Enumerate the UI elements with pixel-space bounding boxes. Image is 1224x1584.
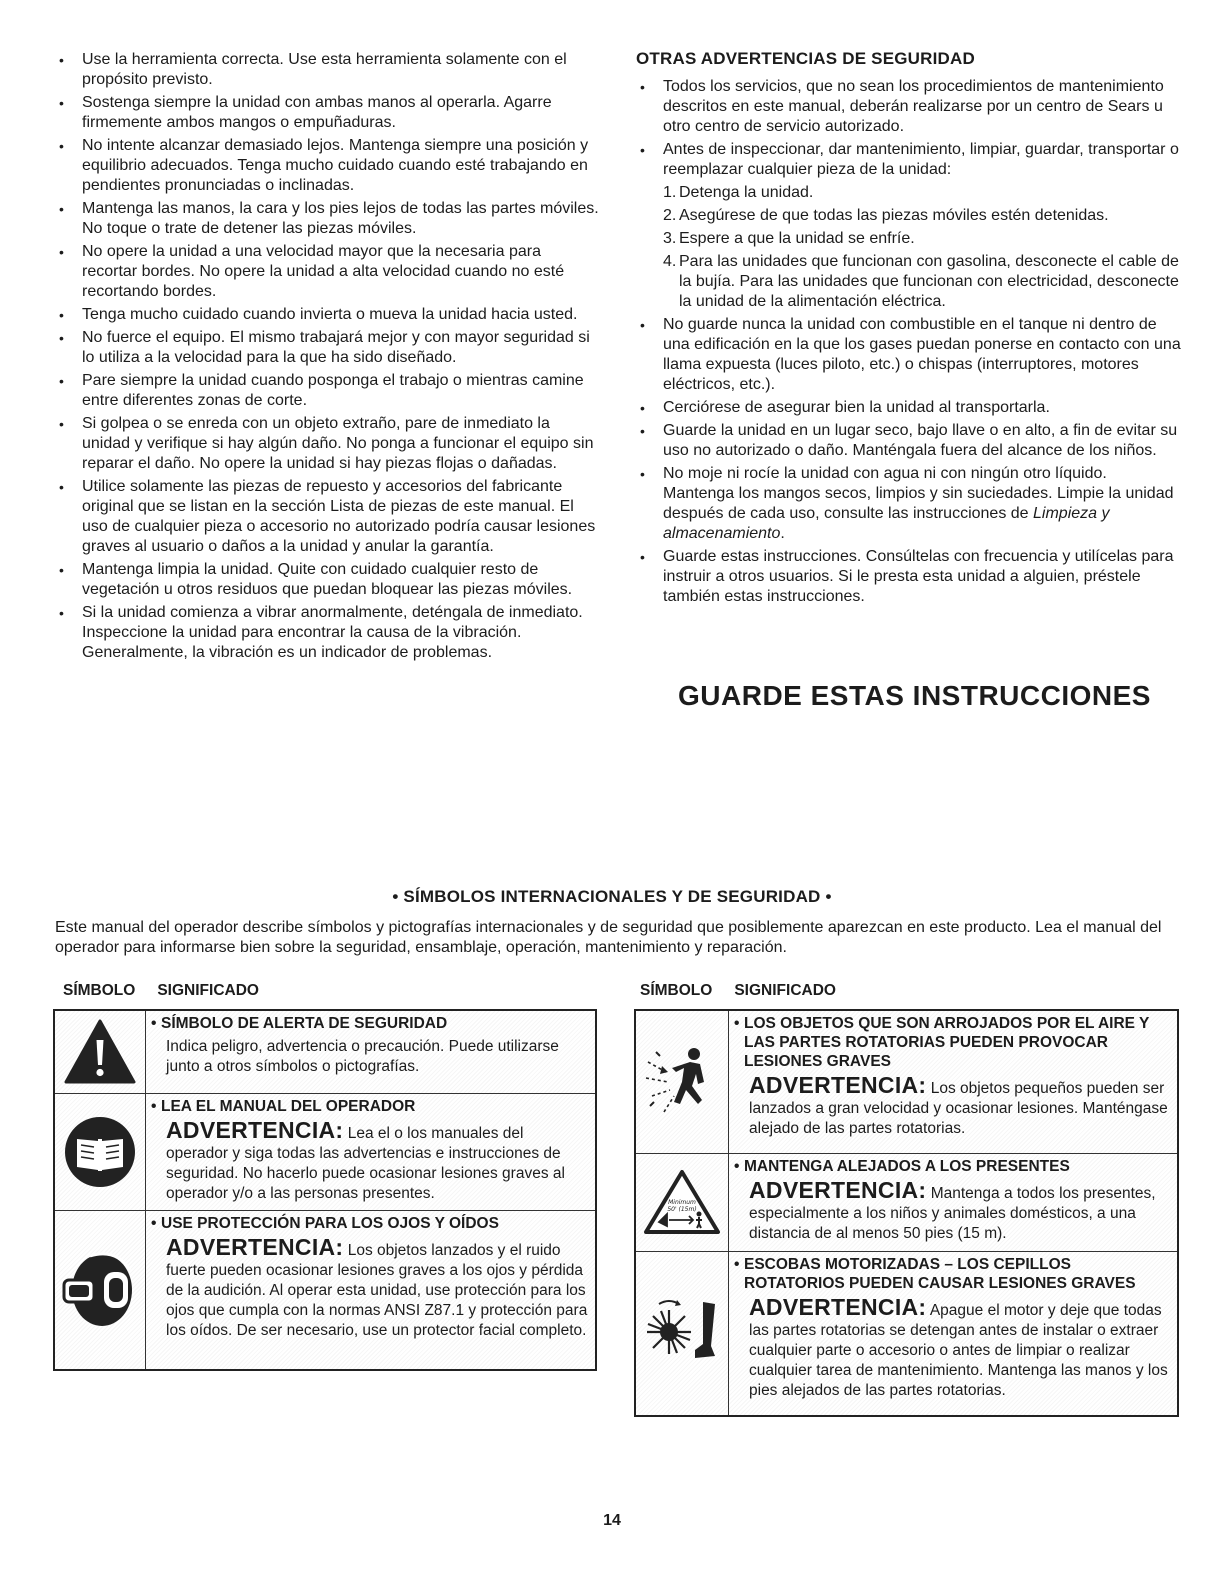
symbol-cell — [54, 1010, 146, 1093]
thrown-objects-icon — [642, 1042, 722, 1122]
warning-label: ADVERTENCIA: — [166, 1233, 344, 1260]
left-symbol-table — [53, 1009, 597, 1371]
list-item: • Pare siempre la unidad cuando posponga el trabajo o mientras camine entre diferentes zonas de corte. — [55, 371, 600, 411]
table-row — [635, 1153, 1178, 1251]
other-warnings-list — [636, 77, 1181, 607]
list-item: • Utilice solamente las piezas de repuesto y accesorios del fabricante original que se listan en la sección Lista de piezas de este manual. El uso de cualquier pieza o accesorio no autorizado podría causar lesiones graves al usuario o daños a la unidad y anular la garantía. — [55, 477, 600, 557]
col-symbol-header: SÍMBOLO — [640, 982, 713, 999]
step-item — [663, 252, 1181, 312]
col-meaning-header: SIGNIFICADO — [157, 982, 259, 999]
keep-bystanders-away-icon — [643, 1168, 721, 1236]
symbol-description: Lea el o los manuales del operador y siga todas las advertencias e instrucciones de seguridad. No hacerlo puede ocasionar lesiones graves al operador y/o a las personas presentes. — [166, 1124, 565, 1202]
list-item: • Guarde estas instrucciones. Consúltelas con frecuencia y utilícelas para instruir a otros usuarios. Si le presta esta unidad a alguien, préstele también estas instrucciones. — [636, 547, 1181, 607]
step-number: 4. — [663, 253, 677, 270]
col-symbol-header: SÍMBOLO — [63, 982, 136, 999]
table-row — [635, 1251, 1178, 1416]
list-item: • Si la unidad comienza a vibrar anormalmente, deténgala de inmediato. Inspeccione la unidad para encontrar la causa de la vibración. Generalmente, la vibración es un indicador de problemas. — [55, 603, 600, 663]
list-item — [636, 140, 1181, 312]
meaning-cell — [729, 1010, 1179, 1153]
other-warnings-heading: OTRAS ADVERTENCIAS DE SEGURIDAD — [636, 49, 975, 68]
step-item — [663, 183, 1181, 203]
table-row — [54, 1210, 596, 1370]
symbol-cell — [635, 1251, 729, 1416]
eye-ear-protection-icon — [60, 1250, 140, 1330]
meaning-cell — [146, 1093, 597, 1210]
symbol-title: • LOS OBJETOS QUE SON ARROJADOS POR EL AIRE Y LAS PARTES ROTATORIAS PUEDEN PROVOCAR LESIONES GRAVES — [735, 1014, 1171, 1071]
step-text: Asegúrese de que todas las piezas móviles estén detenidas. — [679, 207, 1109, 224]
steps-list — [663, 183, 1181, 312]
left-column — [55, 50, 600, 666]
symbol-title: • SÍMBOLO DE ALERTA DE SEGURIDAD — [152, 1014, 589, 1033]
period: . — [780, 525, 785, 542]
list-item: • Cerciórese de asegurar bien la unidad al transportarla. — [636, 398, 1181, 418]
list-item — [636, 464, 1181, 544]
list-item: • Tenga mucho cuidado cuando invierta o mueva la unidad hacia usted. — [55, 305, 600, 325]
warning-label: ADVERTENCIA: — [749, 1176, 927, 1203]
read-manual-icon — [63, 1115, 137, 1189]
symbols-intro: Este manual del operador describe símbolos y pictografías internacionales y de seguridad que posiblemente aparezcan en este producto. Lea el manual del operador para informarse bien sobre la seguridad, ensamblaje, operación, mantenimiento y reparación. — [55, 919, 1162, 956]
step-number: 2. — [663, 207, 677, 224]
symbol-title: • ESCOBAS MOTORIZADAS – LOS CEPILLOS ROTATORIOS PUEDEN CAUSAR LESIONES GRAVES — [735, 1255, 1171, 1293]
symbol-title: • USE PROTECCIÓN PARA LOS OJOS Y OÍDOS — [152, 1214, 589, 1233]
list-item: • No guarde nunca la unidad con combustible en el tanque ni dentro de una edificación en la que los gases puedan ponerse en contacto con una llama expuesta (luces piloto, etc.) o chispas (interruptores, motores eléctricos, etc.). — [636, 315, 1181, 395]
symbol-description-wrapper — [735, 1293, 1171, 1401]
symbol-description: Los objetos pequeños pueden ser lanzados a gran velocidad y ocasionar lesiones. Manténgase alejado de las partes rotatorias. — [749, 1080, 1168, 1137]
icon-text: Minimum — [668, 1199, 696, 1206]
symbol-description: Mantenga a todos los presentes, especialmente a los niños y animales domésticos, a una distancia de al menos 50 pies (15 m). — [749, 1184, 1156, 1242]
safety-bullet-list — [55, 50, 600, 663]
table-row — [635, 1010, 1178, 1153]
safety-alert-icon — [63, 1018, 137, 1086]
list-item: • Mantenga las manos, la cara y los pies lejos de todas las partes móviles. No toque o trate de detener las piezas móviles. — [55, 199, 600, 239]
symbol-cell — [635, 1010, 729, 1153]
list-item: • Mantenga limpia la unidad. Quite con cuidado cualquier resto de vegetación u otros residuos que puedan bloquear las piezas móviles. — [55, 560, 600, 600]
symbol-description-wrapper — [735, 1176, 1171, 1244]
list-item: • No fuerce el equipo. El mismo trabajará mejor y con mayor seguridad si lo utiliza a la velocidad para la que ha sido diseñado. — [55, 328, 600, 368]
list-item-text: Antes de inspeccionar, dar mantenimiento, limpiar, guardar, transportar o reemplazar cualquier pieza de la unidad: — [663, 141, 1179, 178]
meaning-cell — [729, 1153, 1179, 1251]
rotating-brush-icon — [641, 1296, 723, 1370]
meaning-cell — [146, 1010, 597, 1093]
list-item-text: No moje ni rocíe la unidad con agua ni con ningún otro líquido. Mantenga los mangos secos, limpios y sin suciedades. Limpie la unidad después de cada uso, consulte las instrucciones de — [663, 465, 1174, 522]
italic-reference: Limpieza y almacenamiento — [663, 505, 1110, 542]
step-text: Espere a que la unidad se enfríe. — [679, 230, 915, 247]
symbol-description: Los objetos lanzados y el ruido fuerte pueden ocasionar lesiones graves a los ojos y pérdida de la audición. Al operar esta unidad, use protección para los ojos que cumpla con la normas ANSI Z87.1 y protección para los oídos. De ser necesario, use un protector facial completo. — [166, 1241, 588, 1339]
symbol-description-wrapper — [152, 1116, 589, 1204]
symbol-description-wrapper — [152, 1233, 589, 1341]
symbols-section-title: • SÍMBOLOS INTERNACIONALES Y DE SEGURIDAD • — [392, 887, 832, 906]
symbol-cell — [635, 1153, 729, 1251]
meaning-cell — [729, 1251, 1179, 1416]
step-item — [663, 206, 1181, 226]
page-number: 14 — [603, 1512, 621, 1529]
list-item: • Si golpea o se enreda con un objeto extraño, pare de inmediato la unidad y verifique si hay algún daño. No ponga a funcionar el equipo sin reparar el daño. No opere la unidad si hay piezas flojas o dañadas. — [55, 414, 600, 474]
left-table-header — [63, 982, 259, 1000]
meaning-cell — [146, 1210, 597, 1370]
step-number: 3. — [663, 230, 677, 247]
save-instructions-heading: GUARDE ESTAS INSTRUCCIONES — [678, 680, 1151, 711]
right-table-header — [640, 982, 836, 1000]
symbol-cell — [54, 1210, 146, 1370]
warning-label: ADVERTENCIA: — [166, 1116, 344, 1143]
step-number: 1. — [663, 184, 677, 201]
step-text: Detenga la unidad. — [679, 184, 814, 201]
table-row — [54, 1093, 596, 1210]
list-item: • Sostenga siempre la unidad con ambas manos al operarla. Agarre firmemente ambos mangos o empuñaduras. — [55, 93, 600, 133]
list-item: • No intente alcanzar demasiado lejos. Mantenga siempre una posición y equilibrio adecuados. Tenga mucho cuidado cuando esté trabajando en pendientes pronunciadas o inclinadas. — [55, 136, 600, 196]
list-item: • Todos los servicios, que no sean los procedimientos de mantenimiento descritos en este manual, deberán realizarse por un centro de Sears u otro centro de servicio autorizado. — [636, 77, 1181, 137]
symbol-title: • MANTENGA ALEJADOS A LOS PRESENTES — [735, 1157, 1171, 1176]
table-row — [54, 1010, 596, 1093]
col-meaning-header: SIGNIFICADO — [734, 982, 836, 999]
symbol-title: • LEA EL MANUAL DEL OPERADOR — [152, 1097, 589, 1116]
symbol-description-wrapper — [735, 1072, 1171, 1139]
right-symbol-table — [634, 1009, 1179, 1417]
symbol-cell — [54, 1093, 146, 1210]
list-item: • Guarde la unidad en un lugar seco, bajo llave o en alto, a fin de evitar su uso no autorizado o daño. Manténgala fuera del alcance de los niños. — [636, 421, 1181, 461]
icon-text: 50' (15m) — [667, 1206, 697, 1213]
symbol-description: Indica peligro, advertencia o precaución. Puede utilizarse junto a otros símbolos o pictografías. — [166, 1038, 559, 1075]
warning-label: ADVERTENCIA: — [749, 1072, 927, 1098]
step-text: Para las unidades que funcionan con gasolina, desconecte el cable de la bujía. Para las unidades que funcionan con electricidad, desconecte la unidad de la alimentación eléctrica. — [679, 253, 1179, 310]
list-item: • Use la herramienta correcta. Use esta herramienta solamente con el propósito previsto. — [55, 50, 600, 90]
warning-label: ADVERTENCIA: — [749, 1293, 927, 1320]
step-item — [663, 229, 1181, 249]
list-item: • No opere la unidad a una velocidad mayor que la necesaria para recortar bordes. No opere la unidad a alta velocidad cuando no esté recortando bordes. — [55, 242, 600, 302]
symbol-description: Apague el motor y deje que todas las partes rotatorias se detengan antes de instalar o extraer cualquier parte o accesorio o antes de limpiar o realizar cualquier tarea de mantenimiento. Mantenga las manos y los pies alejados de las partes rotatorias. — [749, 1301, 1168, 1399]
right-column — [636, 49, 1181, 610]
